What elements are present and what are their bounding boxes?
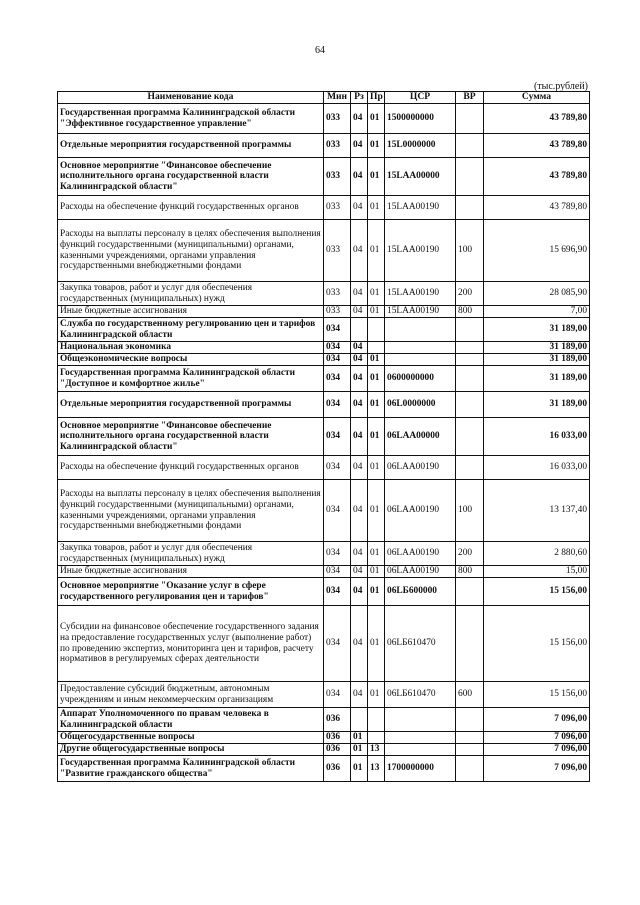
row-name: Отдельные мероприятия государственной программы <box>58 134 324 158</box>
row-name: Предоставление субсидий бюджетным, автономным учреждениям и иным некоммерческим организациям <box>58 682 324 708</box>
row-csr: 06LAA00190 <box>385 542 456 566</box>
row-pr: 01 <box>368 104 385 134</box>
row-vr <box>456 732 484 744</box>
row-csr: 1500000000 <box>385 104 456 134</box>
row-rz: 04 <box>351 606 368 682</box>
row-pr: 01 <box>368 578 385 606</box>
row-min: 034 <box>324 354 351 366</box>
row-rz: 04 <box>351 366 368 392</box>
row-name: Иные бюджетные ассигнования <box>58 306 324 318</box>
row-name: Основное мероприятие "Финансовое обеспечение исполнительного органа государственной власти Калининградской области" <box>58 158 324 196</box>
table-row <box>58 542 590 566</box>
row-min: 034 <box>324 606 351 682</box>
row-rz: 04 <box>351 196 368 220</box>
table-row <box>58 732 590 744</box>
row-min: 034 <box>324 578 351 606</box>
row-rz: 04 <box>351 282 368 306</box>
row-pr: 01 <box>368 456 385 480</box>
row-sum: 43 789,80 <box>484 196 590 220</box>
row-rz: 04 <box>351 104 368 134</box>
table-row <box>58 342 590 354</box>
row-vr <box>456 104 484 134</box>
row-csr: 06LAA00000 <box>385 418 456 456</box>
row-min: 034 <box>324 566 351 578</box>
row-sum: 15 696,90 <box>484 220 590 282</box>
row-vr <box>456 318 484 342</box>
row-pr <box>368 732 385 744</box>
row-name: Иные бюджетные ассигнования <box>58 566 324 578</box>
table-row <box>58 158 590 196</box>
row-min: 034 <box>324 682 351 708</box>
row-csr <box>385 708 456 732</box>
table-row <box>58 282 590 306</box>
table-row <box>58 682 590 708</box>
row-vr: 600 <box>456 682 484 708</box>
row-pr: 01 <box>368 306 385 318</box>
row-sum: 16 033,00 <box>484 418 590 456</box>
row-rz: 04 <box>351 342 368 354</box>
row-csr: 0600000000 <box>385 366 456 392</box>
row-rz <box>351 708 368 732</box>
row-rz: 04 <box>351 134 368 158</box>
row-sum: 7 096,00 <box>484 732 590 744</box>
row-csr: 15L0000000 <box>385 134 456 158</box>
row-pr: 01 <box>368 480 385 542</box>
table-row <box>58 606 590 682</box>
row-csr: 1700000000 <box>385 756 456 782</box>
row-vr <box>456 196 484 220</box>
row-csr: 15LAA00190 <box>385 306 456 318</box>
row-pr: 13 <box>368 744 385 756</box>
row-min: 034 <box>324 480 351 542</box>
row-min: 034 <box>324 392 351 418</box>
row-csr: 06LБ610470 <box>385 606 456 682</box>
row-csr: 15LAA00190 <box>385 220 456 282</box>
row-name: Общегосударственные вопросы <box>58 732 324 744</box>
row-name: Расходы на выплаты персоналу в целях обеспечения выполнения функций государственными (муниципальными) органами, казенными учреждениями, органами управления государственными внебюджетными фондами <box>58 480 324 542</box>
row-min: 034 <box>324 542 351 566</box>
row-name: Аппарат Уполномоченного по правам человека в Калининградской области <box>58 708 324 732</box>
row-csr: 06LБ610470 <box>385 682 456 708</box>
row-sum: 31 189,00 <box>484 342 590 354</box>
table-row <box>58 744 590 756</box>
row-csr <box>385 744 456 756</box>
header-rz: Рз <box>351 92 368 104</box>
table-row <box>58 566 590 578</box>
row-vr <box>456 354 484 366</box>
row-csr: 06LAA00190 <box>385 480 456 542</box>
row-sum: 15 156,00 <box>484 606 590 682</box>
row-rz: 04 <box>351 566 368 578</box>
table-row <box>58 220 590 282</box>
row-rz: 04 <box>351 418 368 456</box>
row-csr <box>385 354 456 366</box>
row-rz: 01 <box>351 756 368 782</box>
row-vr <box>456 392 484 418</box>
row-pr <box>368 342 385 354</box>
row-csr: 06LAA00190 <box>385 456 456 480</box>
header-name: Наименование кода <box>58 92 324 104</box>
row-name: Закупка товаров, работ и услуг для обеспечения государственных (муниципальных) нужд <box>58 282 324 306</box>
row-name: Государственная программа Калининградской области "Доступное и комфортное жилье" <box>58 366 324 392</box>
table-row <box>58 354 590 366</box>
table-row <box>58 366 590 392</box>
header-pr: Пр <box>368 92 385 104</box>
row-name: Служба по государственному регулированию цен и тарифов Калининградской области <box>58 318 324 342</box>
row-sum: 15 156,00 <box>484 578 590 606</box>
row-rz: 04 <box>351 354 368 366</box>
header-csr: ЦСР <box>385 92 456 104</box>
row-rz: 04 <box>351 220 368 282</box>
row-min: 036 <box>324 744 351 756</box>
row-vr: 100 <box>456 220 484 282</box>
row-rz: 01 <box>351 744 368 756</box>
table-row <box>58 578 590 606</box>
row-pr <box>368 318 385 342</box>
row-rz <box>351 318 368 342</box>
row-sum: 31 189,00 <box>484 392 590 418</box>
row-name: Другие общегосударственные вопросы <box>58 744 324 756</box>
row-name: Государственная программа Калининградской области "Развитие гражданского общества" <box>58 756 324 782</box>
row-sum: 2 880,60 <box>484 542 590 566</box>
row-name: Основное мероприятие "Оказание услуг в сфере государственного регулирования цен и тарифов" <box>58 578 324 606</box>
row-rz: 04 <box>351 456 368 480</box>
row-vr <box>456 418 484 456</box>
row-sum: 7 096,00 <box>484 756 590 782</box>
row-min: 036 <box>324 756 351 782</box>
row-vr: 200 <box>456 542 484 566</box>
row-sum: 16 033,00 <box>484 456 590 480</box>
header-vr: ВР <box>456 92 484 104</box>
row-sum: 7,00 <box>484 306 590 318</box>
row-vr: 800 <box>456 566 484 578</box>
row-vr <box>456 744 484 756</box>
table-header-row <box>58 92 590 104</box>
row-vr <box>456 158 484 196</box>
page-number: 64 <box>315 45 325 56</box>
row-csr: 06LБ600000 <box>385 578 456 606</box>
row-name: Основное мероприятие "Финансовое обеспечение исполнительного органа государственной власти Калининградской области" <box>58 418 324 456</box>
row-csr: 06L0000000 <box>385 392 456 418</box>
row-vr <box>456 456 484 480</box>
row-name: Расходы на обеспечение функций государственных органов <box>58 196 324 220</box>
row-pr <box>368 708 385 732</box>
row-min: 033 <box>324 104 351 134</box>
row-vr: 200 <box>456 282 484 306</box>
row-pr: 01 <box>368 196 385 220</box>
row-min: 033 <box>324 158 351 196</box>
table-row <box>58 306 590 318</box>
row-rz: 04 <box>351 542 368 566</box>
table-row <box>58 196 590 220</box>
header-min: Мин <box>324 92 351 104</box>
row-pr: 01 <box>368 566 385 578</box>
row-rz: 04 <box>351 682 368 708</box>
row-vr <box>456 366 484 392</box>
row-pr: 01 <box>368 392 385 418</box>
row-name: Отдельные мероприятия государственной программы <box>58 392 324 418</box>
row-vr <box>456 134 484 158</box>
table-row <box>58 392 590 418</box>
row-min: 033 <box>324 220 351 282</box>
row-sum: 7 096,00 <box>484 744 590 756</box>
row-min: 033 <box>324 282 351 306</box>
row-name: Общеэкономические вопросы <box>58 354 324 366</box>
table-row <box>58 104 590 134</box>
row-sum: 13 137,40 <box>484 480 590 542</box>
row-sum: 7 096,00 <box>484 708 590 732</box>
row-min: 034 <box>324 456 351 480</box>
row-min: 034 <box>324 342 351 354</box>
table-row <box>58 708 590 732</box>
row-rz: 04 <box>351 392 368 418</box>
row-csr: 06LAA00190 <box>385 566 456 578</box>
row-csr: 15LAA00000 <box>385 158 456 196</box>
table-row <box>58 480 590 542</box>
row-rz: 04 <box>351 480 368 542</box>
row-rz: 04 <box>351 158 368 196</box>
row-sum: 15,00 <box>484 566 590 578</box>
row-min: 033 <box>324 196 351 220</box>
row-min: 036 <box>324 732 351 744</box>
row-min: 033 <box>324 134 351 158</box>
row-name: Субсидии на финансовое обеспечение государственного задания на предоставление государственных услуг (выполнение работ) по проведению экспертиз, мониторинга цен и тарифов, расчету нормативов в регулируемых сферах деятельности <box>58 606 324 682</box>
row-sum: 31 189,00 <box>484 366 590 392</box>
row-pr: 01 <box>368 682 385 708</box>
row-sum: 31 189,00 <box>484 318 590 342</box>
row-min: 034 <box>324 366 351 392</box>
row-name: Национальная экономика <box>58 342 324 354</box>
row-name: Расходы на выплаты персоналу в целях обеспечения выполнения функций государственными (муниципальными) органами, казенными учреждениями, органами управления государственными внебюджетными фондами <box>58 220 324 282</box>
row-min: 033 <box>324 306 351 318</box>
row-vr: 100 <box>456 480 484 542</box>
row-vr <box>456 342 484 354</box>
row-min: 034 <box>324 318 351 342</box>
budget-table <box>57 91 590 782</box>
row-pr: 01 <box>368 418 385 456</box>
row-vr <box>456 606 484 682</box>
row-pr: 01 <box>368 542 385 566</box>
row-name: Государственная программа Калининградской области "Эффективное государственное управление" <box>58 104 324 134</box>
row-sum: 43 789,80 <box>484 134 590 158</box>
row-csr: 15LAA00190 <box>385 196 456 220</box>
row-name: Закупка товаров, работ и услуг для обеспечения государственных (муниципальных) нужд <box>58 542 324 566</box>
row-csr <box>385 318 456 342</box>
row-rz: 04 <box>351 578 368 606</box>
table-row <box>58 756 590 782</box>
row-rz: 01 <box>351 732 368 744</box>
table-row <box>58 318 590 342</box>
row-vr <box>456 708 484 732</box>
row-csr <box>385 732 456 744</box>
row-sum: 43 789,80 <box>484 158 590 196</box>
row-csr: 15LAA00190 <box>385 282 456 306</box>
row-csr <box>385 342 456 354</box>
table-row <box>58 418 590 456</box>
table-row <box>58 456 590 480</box>
units-label: (тыс.рублей) <box>533 81 588 92</box>
row-pr: 01 <box>368 282 385 306</box>
row-sum: 43 789,80 <box>484 104 590 134</box>
row-sum: 28 085,90 <box>484 282 590 306</box>
row-rz: 04 <box>351 306 368 318</box>
row-name: Расходы на обеспечение функций государственных органов <box>58 456 324 480</box>
row-vr <box>456 756 484 782</box>
row-sum: 15 156,00 <box>484 682 590 708</box>
row-min: 036 <box>324 708 351 732</box>
row-pr: 13 <box>368 756 385 782</box>
row-vr: 800 <box>456 306 484 318</box>
row-pr: 01 <box>368 220 385 282</box>
header-sum: Сумма <box>484 92 590 104</box>
row-pr: 01 <box>368 354 385 366</box>
table-row <box>58 134 590 158</box>
row-sum: 31 189,00 <box>484 354 590 366</box>
row-min: 034 <box>324 418 351 456</box>
row-pr: 01 <box>368 366 385 392</box>
row-pr: 01 <box>368 134 385 158</box>
row-pr: 01 <box>368 158 385 196</box>
row-vr <box>456 578 484 606</box>
row-pr: 01 <box>368 606 385 682</box>
